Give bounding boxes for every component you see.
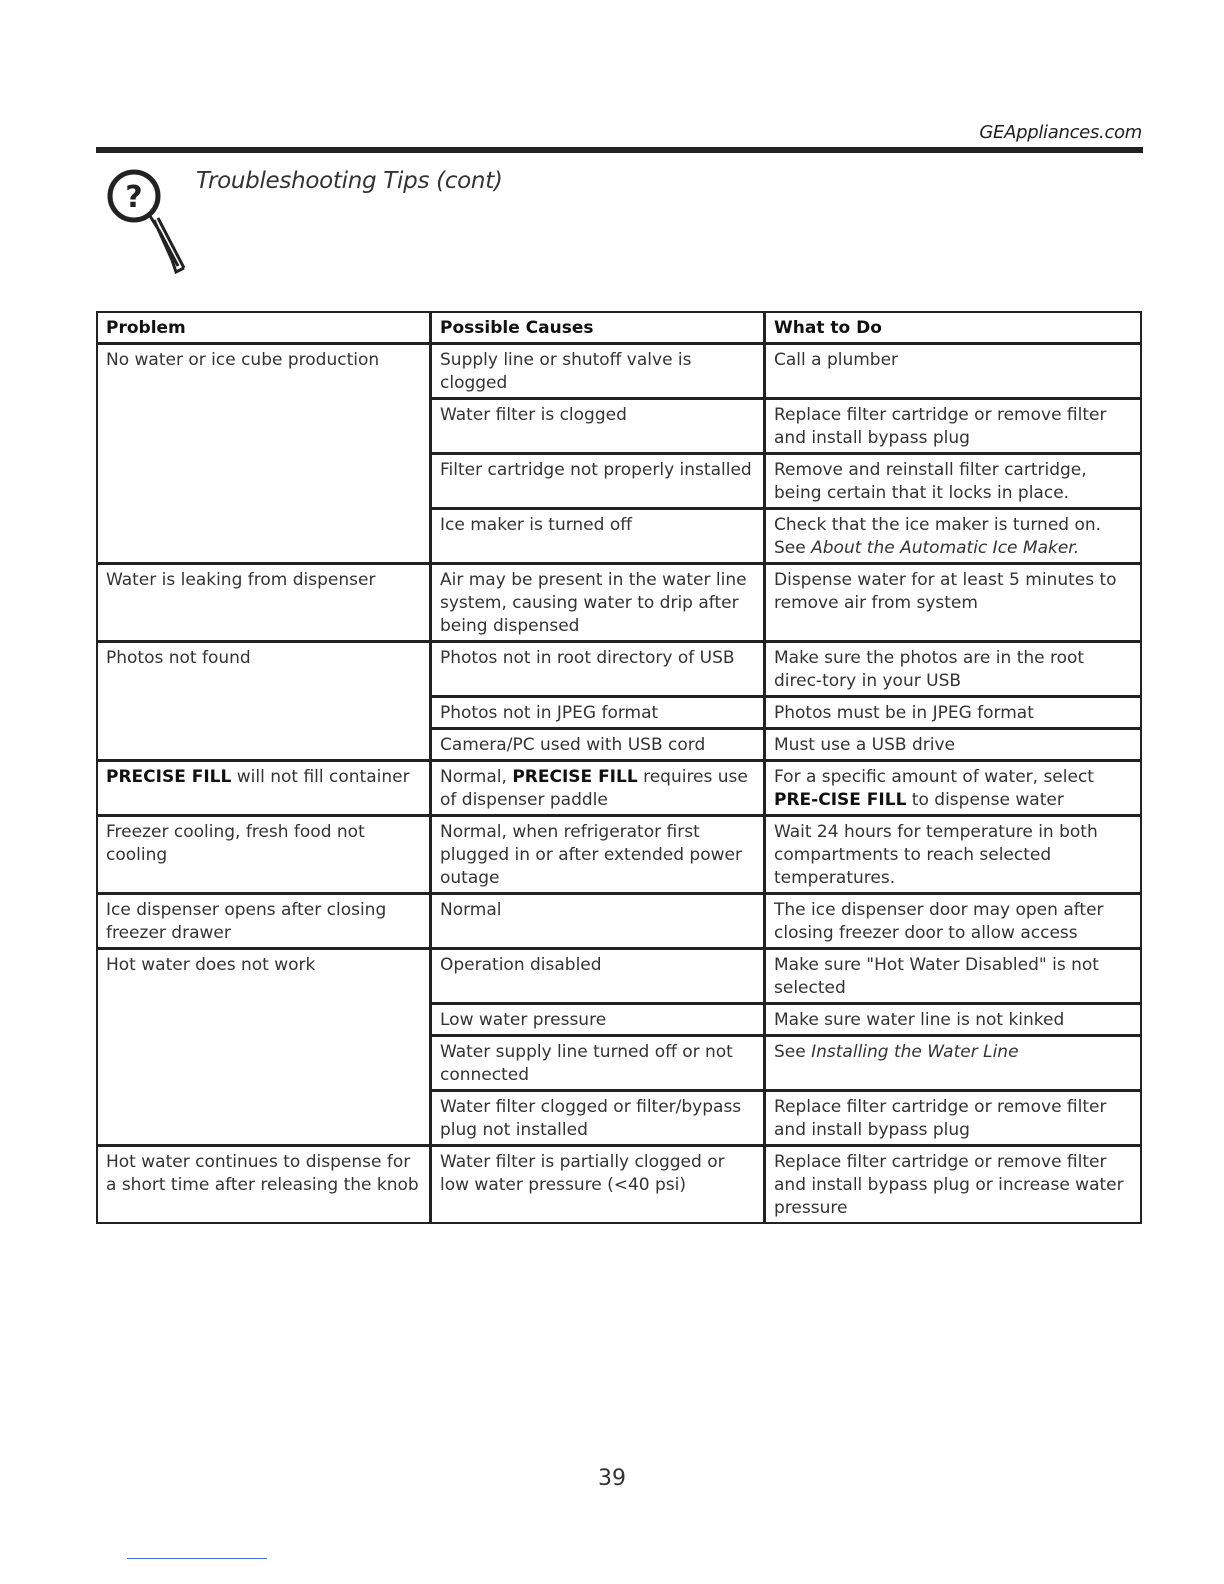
- table-row: [98, 759, 1140, 814]
- cause-cell: Water filter clogged or filter/bypass plug not installed: [432, 1092, 766, 1144]
- todo-cell: Make sure water line is not kinked: [774, 1010, 1065, 1030]
- cause-cell: Ice maker is turned off: [432, 510, 766, 562]
- todo-text: to dispense water: [906, 790, 1064, 810]
- cause-cell: [432, 762, 766, 814]
- table-row: [98, 562, 1140, 640]
- header-rule: [96, 147, 1143, 153]
- todo-cell: Dispense water for at least 5 minutes to remove air from system: [774, 570, 1117, 613]
- cause-text: requires use of dispenser paddle: [440, 767, 748, 810]
- problem-cell: Hot water continues to dispense for a short time after releasing the knob: [98, 1147, 432, 1222]
- table-row: [98, 640, 1140, 759]
- cause-row: [432, 1089, 1140, 1144]
- cause-row: [432, 895, 1140, 947]
- todo-text: Check that the ice maker is turned on. See: [774, 515, 1102, 558]
- table-row: [98, 814, 1140, 892]
- column-header-problem: Problem: [98, 313, 432, 342]
- cause-cell: Camera/PC used with USB cord: [432, 730, 766, 759]
- cause-row: [432, 1034, 1140, 1089]
- todo-text: See: [774, 1042, 812, 1062]
- cause-row: [432, 1002, 1140, 1034]
- cause-text: Normal,: [440, 767, 513, 787]
- todo-cell: Replace filter cartridge or remove filter and install bypass plug or increase water pressure: [774, 1152, 1124, 1218]
- footer-rule: [127, 1558, 267, 1559]
- cause-cell: Air may be present in the water line system, causing water to drip after being dispensed: [432, 565, 766, 640]
- cause-row: [432, 817, 1140, 892]
- cause-row: [432, 397, 1140, 452]
- column-header-causes: Possible Causes: [432, 313, 766, 342]
- column-header-what-to-do: What to Do: [774, 318, 882, 338]
- page-number: 39: [598, 1466, 626, 1491]
- cause-row: [432, 565, 1140, 640]
- table-header-row: [98, 313, 1140, 342]
- question-magnifier-icon: [102, 160, 202, 280]
- todo-cell: Remove and reinstall filter cartridge, being certain that it locks in place.: [774, 460, 1087, 503]
- todo-cell: [766, 510, 1140, 562]
- problem-cell: Water is leaking from dispenser: [98, 565, 432, 640]
- problem-cell: No water or ice cube production: [98, 345, 432, 562]
- todo-cell: Make sure "Hot Water Disabled" is not selected: [774, 955, 1099, 998]
- section-title: Troubleshooting Tips (cont): [196, 168, 503, 194]
- problem-cell: Hot water does not work: [98, 950, 432, 1144]
- problem-cell: Ice dispenser opens after closing freezer drawer: [98, 895, 432, 947]
- cause-row: [432, 345, 1140, 397]
- cause-cell: Operation disabled: [432, 950, 766, 1002]
- problem-cell: Photos not found: [98, 643, 432, 759]
- manual-reference: Installing the Water Line: [811, 1042, 1019, 1062]
- cause-cell: Photos not in JPEG format: [432, 698, 766, 727]
- precise-fill-label: PRECISE FILL: [106, 767, 232, 787]
- website-url: GEAppliances.com: [979, 122, 1142, 143]
- cause-row: [432, 762, 1140, 814]
- todo-cell: Call a plumber: [774, 350, 899, 370]
- todo-cell: The ice dispenser door may open after closing freezer door to allow access: [774, 900, 1104, 943]
- precise-fill-label: PRE-CISE FILL: [774, 790, 907, 810]
- cause-cell: Water supply line turned off or not connected: [432, 1037, 766, 1089]
- todo-cell: Replace filter cartridge or remove filter and install bypass plug: [774, 1097, 1107, 1140]
- cause-cell: Water filter is clogged: [432, 400, 766, 452]
- cause-row: [432, 507, 1140, 562]
- table-row: [98, 892, 1140, 947]
- cause-row: [432, 727, 1140, 759]
- todo-cell: Wait 24 hours for temperature in both compartments to reach selected temperatures.: [774, 822, 1098, 888]
- problem-text: will not fill container: [231, 767, 410, 787]
- cause-cell: Filter cartridge not properly installed: [432, 455, 766, 507]
- cause-row: [432, 950, 1140, 1002]
- problem-cell: [98, 762, 432, 814]
- table-row: [98, 342, 1140, 562]
- cause-row: [432, 1147, 1140, 1222]
- todo-cell: Photos must be in JPEG format: [774, 703, 1034, 723]
- cause-row: [432, 643, 1140, 695]
- manual-reference: About the Automatic Ice Maker.: [811, 538, 1080, 558]
- todo-cell: Make sure the photos are in the root direc-tory in your USB: [774, 648, 1085, 691]
- todo-cell: [766, 1037, 1140, 1089]
- problem-cell: Freezer cooling, fresh food not cooling: [98, 817, 432, 892]
- todo-cell: [766, 762, 1140, 814]
- cause-cell: Normal, when refrigerator first plugged in or after extended power outage: [432, 817, 766, 892]
- cause-cell: Water filter is partially clogged or low water pressure (<40 psi): [432, 1147, 766, 1222]
- table-row: [98, 947, 1140, 1144]
- svg-text:?: ?: [125, 180, 143, 215]
- todo-cell: Replace filter cartridge or remove filter and install bypass plug: [774, 405, 1107, 448]
- cause-cell: Photos not in root directory of USB: [432, 643, 766, 695]
- cause-row: [432, 695, 1140, 727]
- todo-text: For a specific amount of water, select: [774, 767, 1094, 787]
- precise-fill-label: PRECISE FILL: [512, 767, 638, 787]
- troubleshooting-table: [96, 311, 1142, 1224]
- cause-row: [432, 452, 1140, 507]
- table-row: [98, 1144, 1140, 1222]
- cause-cell: Low water pressure: [432, 1005, 766, 1034]
- cause-cell: Normal: [432, 895, 766, 947]
- cause-cell: Supply line or shutoff valve is clogged: [432, 345, 766, 397]
- todo-cell: Must use a USB drive: [774, 735, 956, 755]
